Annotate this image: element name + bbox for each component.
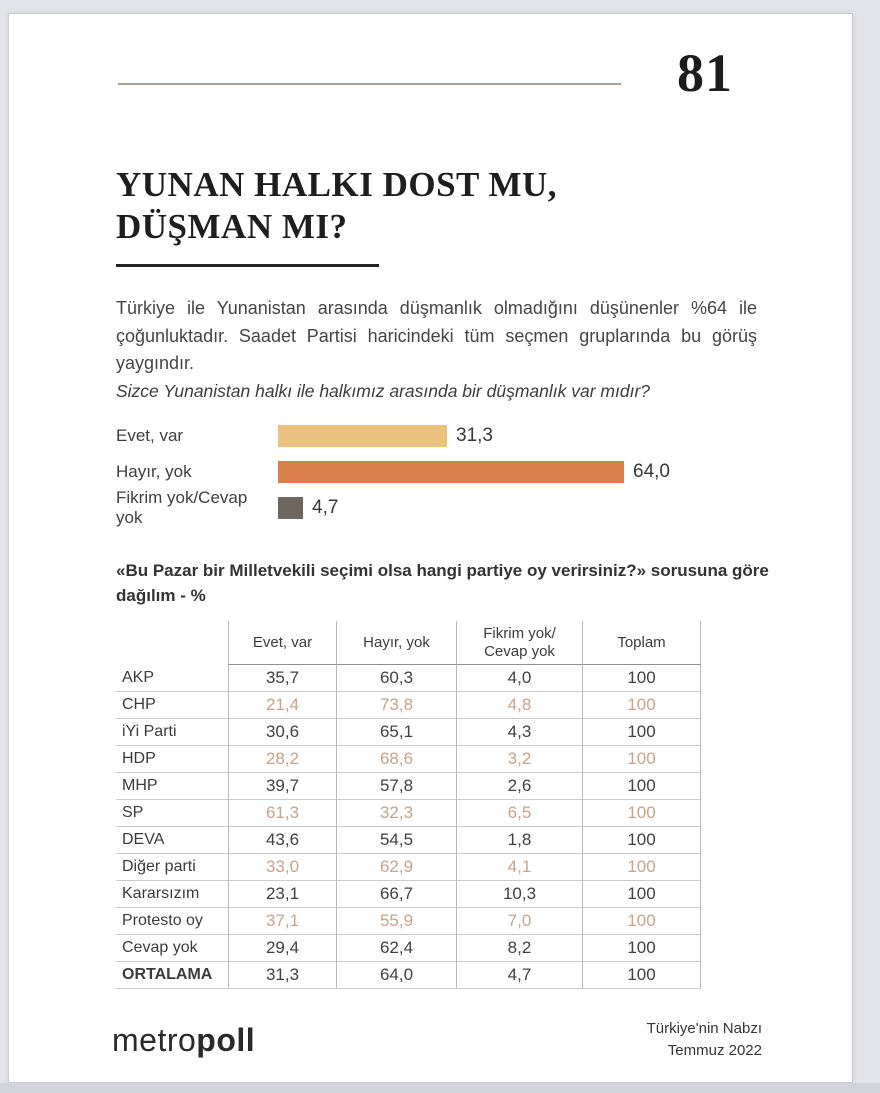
page-number: 81 xyxy=(677,43,733,103)
intro-line: yaygındır. xyxy=(116,353,195,373)
party-table xyxy=(116,621,701,989)
intro-line: çoğunluktadır. Saadet Partisi haricindeki tüm seçmen gruplarında bu görüş xyxy=(116,325,757,346)
table-row-sp: SP 61,3 32,3 6,5 100 xyxy=(116,800,701,827)
bar-label: Hayır, yok xyxy=(116,462,192,481)
table-row-kararsizim: Kararsızım 23,1 66,7 10,3 100 xyxy=(116,881,701,908)
table-intro-line1: «Bu Pazar bir Milletvekili seçimi olsa hangi partiye oy verirsiniz?» sorusuna göre xyxy=(116,561,769,580)
footer-publication xyxy=(647,1018,762,1062)
bar-hayir-yok xyxy=(278,461,624,483)
bar-evet-var xyxy=(278,425,447,447)
bar-value: 31,3 xyxy=(456,425,493,446)
col-header-hayir: Hayır, yok xyxy=(336,621,456,665)
table-corner-cell xyxy=(116,621,228,665)
table-row-hdp: HDP 28,2 68,6 3,2 100 xyxy=(116,746,701,773)
table-row-diger: Diğer parti 33,0 62,9 4,1 100 xyxy=(116,854,701,881)
footer-publication-date: Temmuz 2022 xyxy=(667,1042,762,1059)
document-page xyxy=(8,13,853,1083)
bar-row-fikrim xyxy=(116,490,776,526)
bar-label: Evet, var xyxy=(116,426,184,445)
table-row-ortalama: ORTALAMA 31,3 64,0 4,7 100 xyxy=(116,962,701,989)
bar-label: Fikrim yok/Cevap yok xyxy=(116,488,248,527)
bar-chart xyxy=(116,418,776,526)
survey-question: Sizce Yunanistan halkı ile halkımız arasında bir düşmanlık var mıdır? xyxy=(116,381,650,401)
title-underline xyxy=(116,264,379,267)
metropoll-logo: metropoll xyxy=(112,1022,256,1058)
col-header-evet: Evet, var xyxy=(228,621,336,665)
table-intro xyxy=(116,558,786,608)
table-row-chp: CHP 21,4 73,8 4,8 100 xyxy=(116,692,701,719)
table-row-protesto: Protesto oy 37,1 55,9 7,0 100 xyxy=(116,908,701,935)
bar-fikrim-yok xyxy=(278,497,303,519)
scan-bottom-edge xyxy=(0,1083,880,1093)
bar-value: 64,0 xyxy=(633,461,670,482)
table-row-cevapyok: Cevap yok 29,4 62,4 8,2 100 xyxy=(116,935,701,962)
page-title-line1: YUNAN HALKI DOST MU, xyxy=(116,165,558,204)
table-row-deva: DEVA 43,6 54,5 1,8 100 xyxy=(116,827,701,854)
col-header-toplam: Toplam xyxy=(582,621,701,665)
col-header-fikrim: Fikrim yok/ Cevap yok xyxy=(456,621,582,665)
bar-value: 4,7 xyxy=(312,497,339,518)
table-row-mhp: MHP 39,7 57,8 2,6 100 xyxy=(116,773,701,800)
intro-line: Türkiye ile Yunanistan arasında düşmanlık olmadığını düşünenler %64 ile xyxy=(116,298,757,318)
table-header-row xyxy=(116,621,701,665)
table-row-akp: AKP 35,7 60,3 4,0 100 xyxy=(116,665,701,692)
table-intro-line2: dağılım - % xyxy=(116,586,206,605)
page-title-line2: DÜŞMAN MI? xyxy=(116,207,348,246)
bar-row-hayir xyxy=(116,454,776,490)
page-title xyxy=(116,164,557,248)
bar-row-evet xyxy=(116,418,776,454)
top-rule xyxy=(118,83,621,85)
footer-publication-name: Türkiye'nin Nabzı xyxy=(646,1020,762,1037)
page-footer xyxy=(112,1014,762,1074)
table-row-iyi: iYi Parti 30,6 65,1 4,3 100 xyxy=(116,719,701,746)
intro-paragraph xyxy=(116,295,757,378)
